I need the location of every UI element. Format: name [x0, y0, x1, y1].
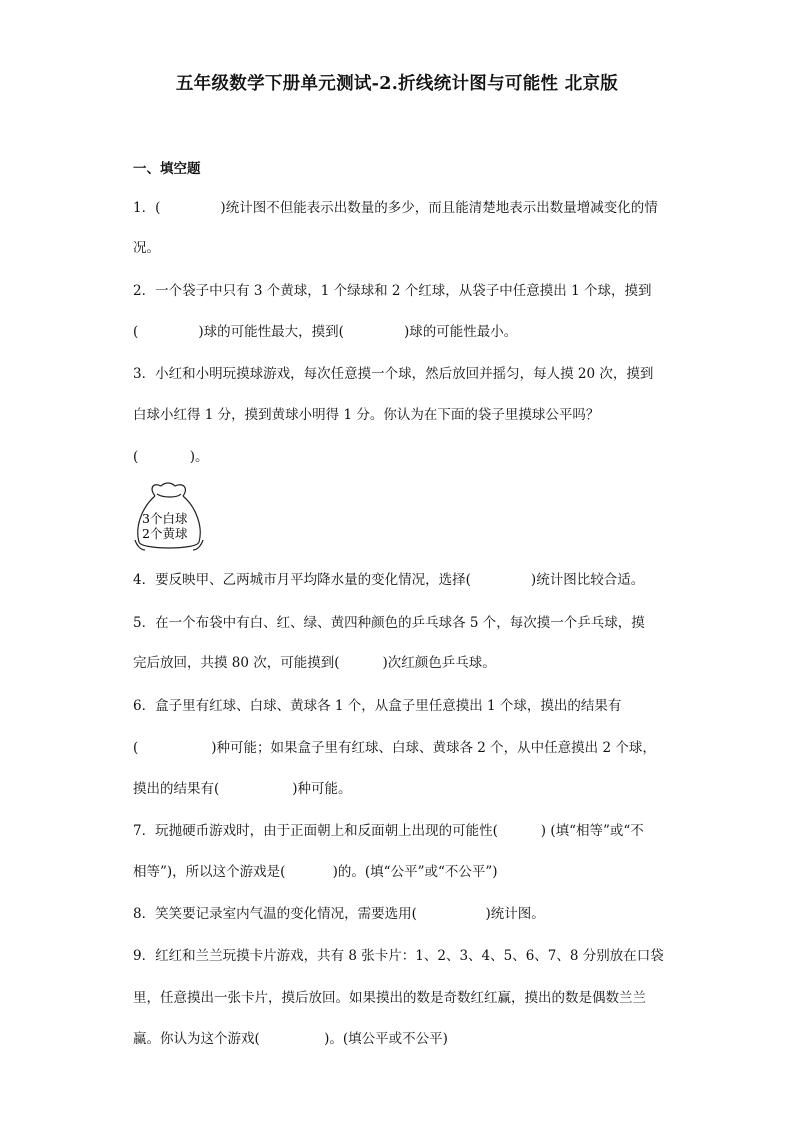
question-3-line-1: 3．小红和小明玩摸球游戏，每次任意摸一个球，然后放回并摇匀，每人摸 20 次，摸到	[133, 366, 654, 382]
bag-label-yellow: 2个黄球	[142, 526, 188, 541]
question-6-line-1: 6．盒子里有红球、白球、黄球各 1 个，从盒子里任意摸出 1 个球，摸出的结果有	[133, 698, 622, 714]
question-9-line-2: 里，任意摸出一张卡片，摸后放回。如果摸出的数是奇数红红赢，摸出的数是偶数兰兰	[133, 990, 646, 1006]
question-4: 4．要反映甲、乙两城市月平均降水量的变化情况，选择( )统计图比较合适。	[133, 572, 645, 588]
question-7-line-2: 相等”)，所以这个游戏是( )的。(填“公平”或“不公平”)	[133, 864, 498, 880]
question-2-line-2: ( )球的可能性最大，摸到( )球的可能性最小。	[133, 324, 518, 340]
question-9-line-3: 赢。你认为这个游戏( )。(填公平或不公平)	[133, 1031, 448, 1047]
question-5-line-1: 5．在一个布袋中有白、红、绿、黄四种颜色的乒乓球各 5 个，每次摸一个乒乓球，摸	[133, 615, 645, 631]
question-7-line-1: 7．玩抛硬币游戏时，由于正面朝上和反面朝上出现的可能性( ) (填“相等”或“不	[133, 823, 644, 839]
section-heading: 一、填空题	[133, 161, 201, 177]
bag-label-white: 3个白球	[142, 511, 188, 526]
question-1-line-2: 况。	[133, 240, 160, 256]
question-9-line-1: 9．红红和兰兰玩摸卡片游戏，共有 8 张卡片：1、2、3、4、5、6、7、8 分别放在口袋	[133, 948, 664, 964]
question-5-line-2: 完后放回，共摸 80 次，可能摸到( )次红颜色乒乓球。	[133, 655, 496, 671]
question-2-line-1: 2．一个袋子中只有 3 个黄球，1 个绿球和 2 个红球，从袋子中任意摸出 1 个球，摸到	[133, 283, 652, 299]
question-3-line-2: 白球小红得 1 分，摸到黄球小明得 1 分。你认为在下面的袋子里摸球公平吗？	[133, 407, 600, 423]
ball-bag-illustration	[133, 480, 205, 552]
question-8: 8．笑笑要记录室内气温的变化情况，需要选用( )统计图。	[133, 906, 545, 922]
question-6-line-3: 摸出的结果有( )种可能。	[133, 781, 352, 797]
question-6-line-2: ( )种可能；如果盒子里有红球、白球、黄球各 2 个，从中任意摸出 2 个球，	[133, 740, 656, 756]
question-3-answer: ( )。	[133, 449, 209, 465]
page-title: 五年级数学下册单元测试-2.折线统计图与可能性 北京版	[175, 74, 619, 94]
question-1-line-1: 1．( )统计图不但能表示出数量的多少，而且能清楚地表示出数量增减变化的情	[133, 200, 658, 216]
